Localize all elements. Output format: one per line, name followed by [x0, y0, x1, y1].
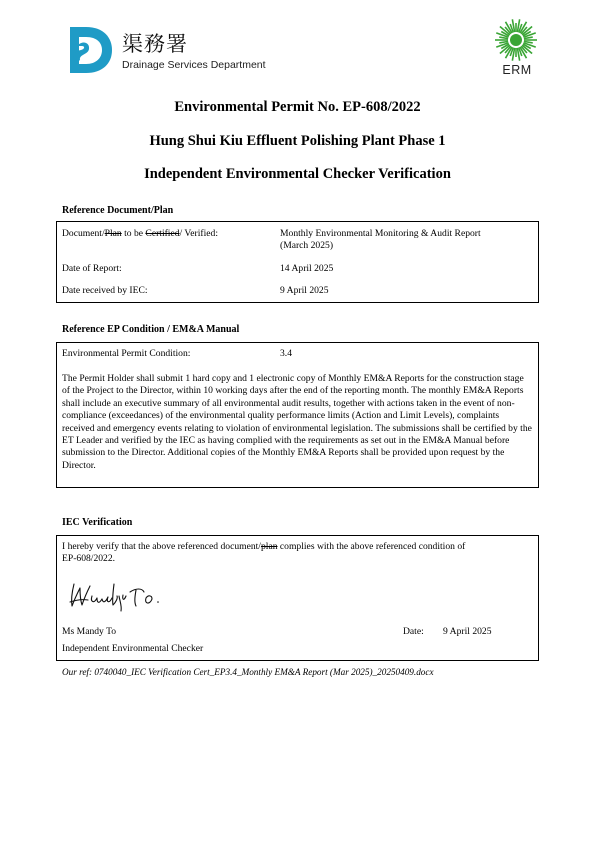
- permit-condition-value: 3.4: [280, 348, 292, 359]
- date-received-label: Date received by IEC:: [62, 285, 148, 296]
- verification-date-value: 9 April 2025: [443, 626, 492, 637]
- permit-condition-label: Environmental Permit Condition:: [62, 348, 191, 359]
- verification-title: Independent Environmental Checker Verification: [144, 166, 451, 182]
- dsd-name-english: Drainage Services Department: [122, 59, 266, 71]
- dsd-name-chinese: 渠務署: [122, 32, 188, 56]
- document-value: Monthly Environmental Monitoring & Audit Report (March 2025): [280, 228, 481, 252]
- document-label: Document/Plan to be Certified/ Verified:: [62, 228, 218, 239]
- signatory-title: Independent Environmental Checker: [62, 643, 204, 654]
- verification-date-label: Date:: [403, 626, 424, 637]
- erm-logo: [493, 17, 539, 63]
- dsd-logo: [66, 24, 114, 76]
- permit-title: Environmental Permit No. EP-608/2022: [174, 99, 421, 115]
- signature-image: [66, 578, 166, 612]
- erm-label: ERM: [502, 63, 532, 77]
- reference-document-heading: Reference Document/Plan: [62, 205, 174, 216]
- condition-paragraph: The Permit Holder shall submit 1 hard copy and 1 electronic copy of Monthly EM&A Reports for the construction stage of the Project to the Director, within 10 working days after the end of the reporting month. The monthly EM&A Reports shall include an executive summary of all environmental audit results, together with actions taken in the event of non-compliance (exceedances) of the environmental quality performance limits (Action and Limit Levels), complaints received and emergency events relating to violation of environmental legislation. The submissions shall be certified by the ET Leader and verified by the IEC as having complied with the requirements as set out in the EM&A Manual before submission to the Director. Additional copies of the Monthly EM&A Reports shall be provided upon request by the Director.: [62, 373, 532, 471]
- date-of-report-label: Date of Report:: [62, 263, 122, 274]
- date-of-report-value: 14 April 2025: [280, 263, 334, 274]
- iec-verification-heading: IEC Verification: [62, 517, 133, 528]
- signatory-name: Ms Mandy To: [62, 626, 117, 637]
- date-received-value: 9 April 2025: [280, 285, 329, 296]
- reference-condition-heading: Reference EP Condition / EM&A Manual: [62, 324, 240, 335]
- verification-statement: I hereby verify that the above referenced document/plan complies with the above referenced condition of EP-608/2022.: [62, 541, 466, 565]
- file-reference: Our ref: 0740040_IEC Verification Cert_EP3.4_Monthly EM&A Report (Mar 2025)_20250409.docx: [62, 667, 434, 677]
- project-title: Hung Shui Kiu Effluent Polishing Plant Phase 1: [149, 133, 446, 149]
